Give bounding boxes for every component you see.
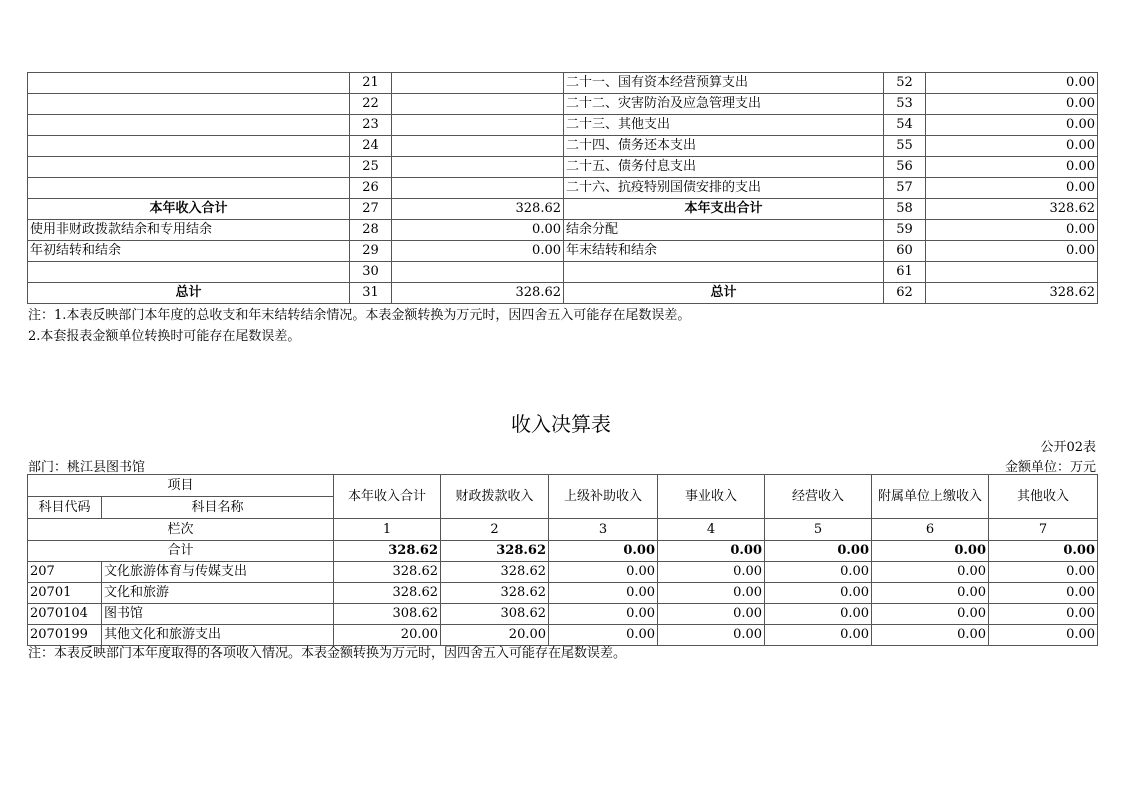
left-label	[28, 73, 350, 94]
row-value: 0.00	[658, 562, 765, 583]
left-label: 本年收入合计	[28, 199, 350, 220]
row-value: 328.62	[334, 562, 441, 583]
right-label: 年末结转和结余	[564, 241, 884, 262]
row-value: 328.62	[441, 583, 549, 604]
left-amount	[392, 73, 564, 94]
right-line-number: 52	[884, 73, 926, 94]
row-value: 0.00	[658, 625, 765, 646]
row-value: 0.00	[872, 604, 989, 625]
left-label: 年初结转和结余	[28, 241, 350, 262]
right-label: 二十一、国有资本经营预算支出	[564, 73, 884, 94]
row-name: 其他文化和旅游支出	[102, 625, 334, 646]
left-amount: 328.62	[392, 199, 564, 220]
right-amount: 0.00	[926, 136, 1098, 157]
right-label: 本年支出合计	[564, 199, 884, 220]
column-number: 7	[989, 519, 1098, 541]
right-label	[564, 262, 884, 283]
summary-row	[28, 199, 1098, 220]
header-row-1	[28, 475, 1098, 497]
right-line-number: 59	[884, 220, 926, 241]
left-line-number: 27	[350, 199, 392, 220]
unit-label: 金额单位：万元	[1004, 460, 1096, 475]
row-name: 合计	[28, 541, 334, 562]
row-value: 0.00	[658, 604, 765, 625]
row-code: 207	[28, 562, 102, 583]
header-col-5: 经营收入	[765, 475, 872, 519]
row-code: 2070199	[28, 625, 102, 646]
right-line-number: 53	[884, 94, 926, 115]
left-label	[28, 94, 350, 115]
header-col-2: 财政拨款收入	[441, 475, 549, 519]
left-label	[28, 115, 350, 136]
header-item: 项目	[28, 475, 334, 497]
left-line-number: 23	[350, 115, 392, 136]
row-value: 0.00	[765, 604, 872, 625]
left-label	[28, 262, 350, 283]
column-number: 5	[765, 519, 872, 541]
row-name: 文化旅游体育与传媒支出	[102, 562, 334, 583]
summary-row	[28, 220, 1098, 241]
right-amount: 0.00	[926, 94, 1098, 115]
right-label: 二十二、灾害防治及应急管理支出	[564, 94, 884, 115]
row-value: 0.00	[549, 625, 658, 646]
row-value: 0.00	[872, 541, 989, 562]
row-name: 文化和旅游	[102, 583, 334, 604]
summary-note-1: 注：1.本表反映部门本年度的总收支和年末结转结余情况。本表金额转换为万元时，因四舍五入可能存在尾数误差。	[28, 308, 691, 323]
summary-table	[27, 72, 1098, 304]
left-line-number: 28	[350, 220, 392, 241]
left-amount: 328.62	[392, 283, 564, 304]
income-table	[27, 474, 1098, 646]
right-amount: 0.00	[926, 73, 1098, 94]
right-amount: 0.00	[926, 241, 1098, 262]
left-line-number: 29	[350, 241, 392, 262]
header-col-7: 其他收入	[989, 475, 1098, 519]
row-value: 328.62	[334, 583, 441, 604]
right-label: 二十四、债务还本支出	[564, 136, 884, 157]
column-number-label: 栏次	[28, 519, 334, 541]
row-value: 328.62	[441, 541, 549, 562]
summary-note-2: 2.本套报表金额单位转换时可能存在尾数误差。	[28, 329, 301, 344]
left-line-number: 25	[350, 157, 392, 178]
left-amount: 0.00	[392, 241, 564, 262]
column-number: 1	[334, 519, 441, 541]
row-value: 20.00	[441, 625, 549, 646]
header-col-4: 事业收入	[658, 475, 765, 519]
row-value: 0.00	[989, 604, 1098, 625]
left-amount	[392, 136, 564, 157]
row-value: 0.00	[549, 562, 658, 583]
right-label: 二十六、抗疫特别国债安排的支出	[564, 178, 884, 199]
row-value: 328.62	[334, 541, 441, 562]
row-value: 0.00	[549, 541, 658, 562]
table-code: 公开02表	[1040, 440, 1096, 455]
row-code: 2070104	[28, 604, 102, 625]
row-code: 20701	[28, 583, 102, 604]
summary-row	[28, 283, 1098, 304]
right-amount: 0.00	[926, 115, 1098, 136]
row-name: 图书馆	[102, 604, 334, 625]
left-line-number: 31	[350, 283, 392, 304]
table-row	[28, 583, 1098, 604]
left-amount	[392, 262, 564, 283]
left-label	[28, 136, 350, 157]
left-label	[28, 157, 350, 178]
left-amount	[392, 178, 564, 199]
column-number: 2	[441, 519, 549, 541]
row-value: 0.00	[872, 625, 989, 646]
left-line-number: 30	[350, 262, 392, 283]
right-line-number: 61	[884, 262, 926, 283]
left-label: 总计	[28, 283, 350, 304]
summary-row	[28, 115, 1098, 136]
right-line-number: 58	[884, 199, 926, 220]
column-number-row	[28, 519, 1098, 541]
row-value: 0.00	[765, 562, 872, 583]
income-note: 注：本表反映部门本年度取得的各项收入情况。本表金额转换为万元时，因四舍五入可能存在尾数误差。	[28, 646, 627, 661]
left-line-number: 24	[350, 136, 392, 157]
table-row	[28, 562, 1098, 583]
left-label	[28, 178, 350, 199]
row-value: 308.62	[441, 604, 549, 625]
right-line-number: 60	[884, 241, 926, 262]
summary-row	[28, 178, 1098, 199]
right-amount: 0.00	[926, 220, 1098, 241]
right-line-number: 56	[884, 157, 926, 178]
header-name: 科目名称	[102, 497, 334, 519]
right-label: 结余分配	[564, 220, 884, 241]
header-col-1: 本年收入合计	[334, 475, 441, 519]
summary-row	[28, 262, 1098, 283]
row-value: 0.00	[658, 583, 765, 604]
right-line-number: 55	[884, 136, 926, 157]
summary-row	[28, 241, 1098, 262]
left-line-number: 22	[350, 94, 392, 115]
row-value: 0.00	[989, 583, 1098, 604]
row-value: 0.00	[872, 562, 989, 583]
summary-row	[28, 136, 1098, 157]
left-amount: 0.00	[392, 220, 564, 241]
page-title: 收入决算表	[511, 412, 611, 436]
row-value: 0.00	[549, 583, 658, 604]
right-amount: 328.62	[926, 199, 1098, 220]
total-row	[28, 541, 1098, 562]
header-col-3: 上级补助收入	[549, 475, 658, 519]
row-value: 0.00	[549, 604, 658, 625]
row-value: 0.00	[989, 562, 1098, 583]
header-code: 科目代码	[28, 497, 102, 519]
left-line-number: 26	[350, 178, 392, 199]
row-value: 0.00	[658, 541, 765, 562]
left-amount	[392, 115, 564, 136]
summary-row	[28, 73, 1098, 94]
right-label: 二十五、债务付息支出	[564, 157, 884, 178]
right-label: 总计	[564, 283, 884, 304]
right-line-number: 57	[884, 178, 926, 199]
left-amount	[392, 157, 564, 178]
summary-row	[28, 94, 1098, 115]
row-value: 0.00	[872, 583, 989, 604]
row-value: 0.00	[989, 625, 1098, 646]
right-amount: 328.62	[926, 283, 1098, 304]
column-number: 4	[658, 519, 765, 541]
row-value: 0.00	[765, 541, 872, 562]
column-number: 6	[872, 519, 989, 541]
right-label: 二十三、其他支出	[564, 115, 884, 136]
summary-row	[28, 157, 1098, 178]
left-label: 使用非财政拨款结余和专用结余	[28, 220, 350, 241]
right-line-number: 54	[884, 115, 926, 136]
right-amount	[926, 262, 1098, 283]
row-value: 0.00	[989, 541, 1098, 562]
row-value: 308.62	[334, 604, 441, 625]
left-amount	[392, 94, 564, 115]
row-value: 0.00	[765, 625, 872, 646]
left-line-number: 21	[350, 73, 392, 94]
right-line-number: 62	[884, 283, 926, 304]
right-amount: 0.00	[926, 157, 1098, 178]
column-number: 3	[549, 519, 658, 541]
department-label: 部门：桃江县图书馆	[28, 460, 146, 475]
row-value: 0.00	[765, 583, 872, 604]
header-col-6: 附属单位上缴收入	[872, 475, 989, 519]
table-row	[28, 604, 1098, 625]
row-value: 328.62	[441, 562, 549, 583]
right-amount: 0.00	[926, 178, 1098, 199]
row-value: 20.00	[334, 625, 441, 646]
